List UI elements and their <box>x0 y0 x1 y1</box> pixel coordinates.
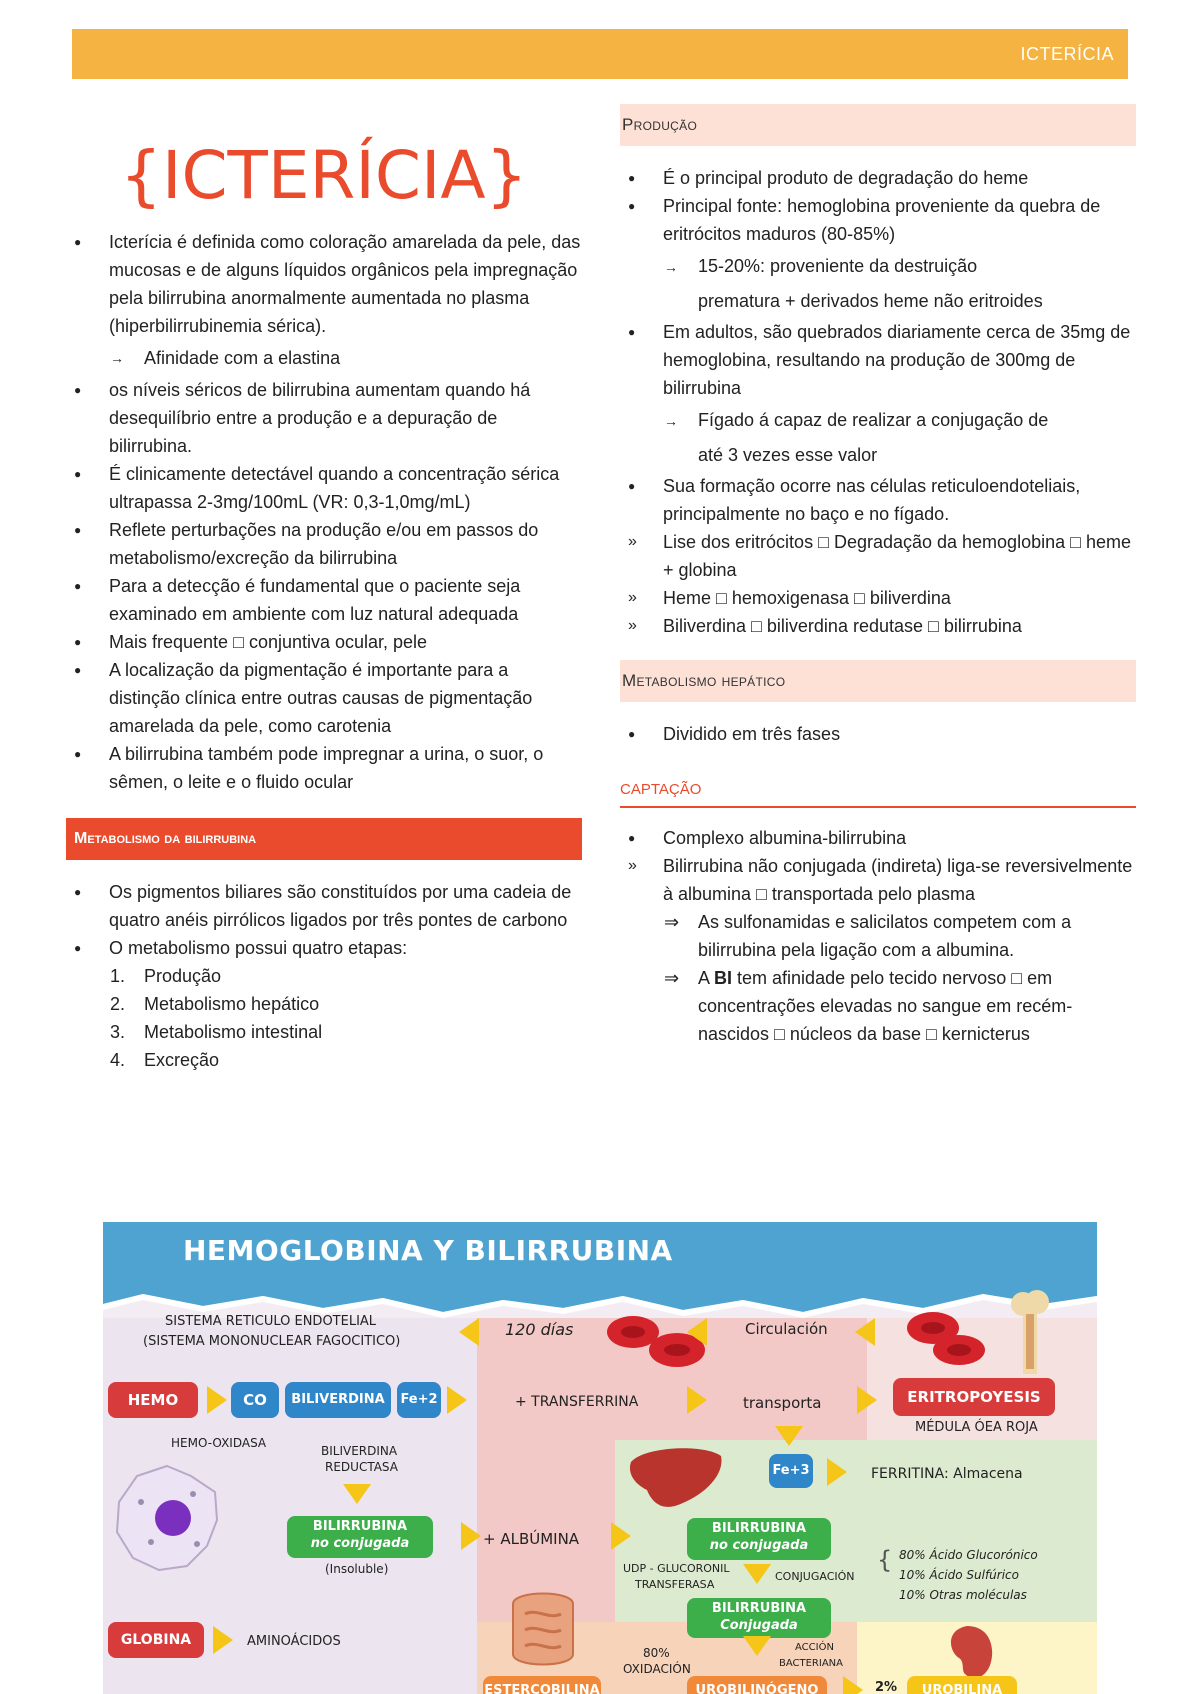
captacao-list <box>626 824 1136 1048</box>
header-label: ICTERÍCIA <box>1020 44 1114 64</box>
label-transporta: transporta <box>743 1394 822 1412</box>
label-sistema-mono: (SISTEMA MONONUCLEAR FAGOCITICO) <box>143 1334 401 1349</box>
hepatico-list <box>626 720 1136 748</box>
subheading-captacao: CAPTAÇÃO <box>620 776 1136 808</box>
list-item: ● Em adultos, são quebrados diariamente cerca de 35mg de hemoglobina, resultando na produção de 300mg de bilirrubina <box>626 318 1136 402</box>
arrow-right-icon <box>213 1626 233 1654</box>
macrophage-icon <box>111 1462 223 1574</box>
producao-list <box>626 164 1136 640</box>
list-item: ● Sua formação ocorre nas células reticuloendoteliais, principalmente no baço e no fígado. <box>626 472 1136 528</box>
pill-bilirrubina-conjugada: BILIRRUBINA Conjugada <box>687 1598 831 1638</box>
label-hemo-oxidasa: HEMO-OXIDASA <box>171 1436 267 1450</box>
label-circulacion: Circulación <box>745 1320 828 1338</box>
pill-fe2: Fe+2 <box>397 1382 441 1418</box>
step-item: 1. Produção <box>110 966 222 986</box>
label-biliverdina-reductasa-2: REDUCTASA <box>325 1460 398 1474</box>
red-blood-cells-icon <box>903 1304 993 1374</box>
list-item: ● Os pigmentos biliares são constituídos por uma cadeia de quatro anéis pirrólicos ligados por três pontes de carbono <box>72 878 582 934</box>
arrow-left-icon <box>855 1318 875 1346</box>
arrow-down-icon <box>343 1484 371 1504</box>
pill-globina: GLOBINA <box>108 1622 204 1658</box>
list-item: ● os níveis séricos de bilirrubina aumentam quando há desequilíbrio entre a produção e a depuração de bilirrubina. <box>72 376 582 460</box>
arrow-down-icon <box>743 1636 771 1656</box>
liver-icon <box>625 1444 725 1514</box>
arrow-left-icon <box>687 1318 707 1346</box>
list-item: ● O metabolismo possui quatro etapas: <box>72 934 582 962</box>
left-column <box>72 120 582 1074</box>
list-item: ● Complexo albumina-bilirrubina <box>626 824 1136 852</box>
arrow-down-icon <box>775 1426 803 1446</box>
list-item: ● A localização da pigmentação é importante para a distinção clínica entre outras causas de pigmentação amarelada da pele, como carotenia <box>72 656 582 740</box>
intro-list <box>72 228 582 796</box>
infographic-hemoglobina <box>103 1222 1097 1694</box>
pill-eritropoyesis: ERITROPOYESIS <box>893 1378 1055 1416</box>
label-sistema-reticulo: SISTEMA RETICULO ENDOTELIAL <box>165 1314 377 1329</box>
pill-urobilinogeno: UROBILINÓGENO <box>687 1676 827 1694</box>
label-oxidacion-pct: 80% <box>643 1646 670 1660</box>
list-item: ● Reflete perturbações na produção e/ou em passos do metabolismo/excreção da bilirrubina <box>72 516 582 572</box>
metab-list <box>72 878 582 962</box>
label-albumina: + ALBÚMINA <box>483 1530 580 1548</box>
list-item: nascidos □ núcleos da base □ kernicterus <box>698 1024 1030 1044</box>
arrow-down-icon <box>743 1564 771 1584</box>
pill-bilirrubina-no-conjugada-higado: BILIRRUBINA no conjugada <box>687 1518 831 1560</box>
arrow-right-icon <box>827 1458 847 1486</box>
right-column <box>620 104 1136 1048</box>
list-item: » Bilirrubina não conjugada (indireta) liga-se reversivelmente à albumina □ transportada pelo plasma <box>626 852 1136 908</box>
list-item: → Fígado á capaz de realizar a conjugação de <box>626 404 1136 437</box>
pill-co: CO <box>231 1382 279 1418</box>
list-item: ● Para a detecção é fundamental que o paciente seja examinado em ambiente com luz natural adequada <box>72 572 582 628</box>
label-oxidacion: OXIDACIÓN <box>623 1662 691 1676</box>
label-biliverdina-reductasa: BILIVERDINA <box>321 1444 398 1458</box>
list-item: ● A bilirrubina também pode impregnar a urina, o suor, o sêmen, o leite e o fluido ocular <box>72 740 582 796</box>
pill-estercobilina: ESTERCOBILINA <box>483 1676 601 1694</box>
pill-fe3: Fe+3 <box>769 1454 813 1488</box>
arrow-right-icon <box>447 1386 467 1414</box>
label-accion: ACCIÓN <box>795 1642 834 1653</box>
arrow-right-icon <box>461 1522 481 1550</box>
brace-decoration: { <box>877 1546 893 1574</box>
steps-list <box>72 962 582 1074</box>
label-transferrina: + TRANSFERRINA <box>515 1394 639 1410</box>
label-udp: UDP - GLUCORONIL <box>623 1562 730 1575</box>
step-item: 3. Metabolismo intestinal <box>110 1022 323 1042</box>
label-120-dias: 120 días <box>505 1320 574 1339</box>
step-item: 2. Metabolismo hepático <box>110 994 320 1014</box>
header-bar <box>72 29 1128 79</box>
section-heading-producao: Produção <box>620 104 1136 146</box>
label-conjugacion: CONJUGACIÓN <box>775 1570 855 1583</box>
arrow-right-icon <box>843 1676 863 1694</box>
bone-icon <box>1003 1284 1057 1384</box>
label-aminoacidos: AMINOÁCIDOS <box>247 1634 341 1649</box>
list-item: prematura + derivados heme não eritroides <box>698 291 1043 311</box>
section-heading-metabolismo: Metabolismo da bilirrubina <box>66 818 582 860</box>
label-pct-sulfurico: 10% Ácido Sulfúrico <box>899 1568 1019 1582</box>
arrow-right-icon <box>857 1386 877 1414</box>
infographic-title: HEMOGLOBINA Y BILIRRUBINA <box>183 1234 673 1267</box>
pill-hemo: HEMO <box>108 1382 198 1418</box>
intestine-icon <box>503 1584 583 1674</box>
list-item: ● Dividido em três fases <box>626 720 1136 748</box>
arrow-right-icon <box>207 1386 227 1414</box>
list-item: ● Icterícia é definida como coloração amarelada da pele, das mucosas e de alguns líquidos orgânicos pela impregnação pela bilirrubina anormalmente aumentada no plasma (hiperbilirrubinemia sérica). <box>72 228 582 340</box>
list-item: ⇒ As sulfonamidas e salicilatos competem com a bilirrubina pela ligação com a albumina. <box>626 908 1136 964</box>
step-item: 4. Excreção <box>110 1050 220 1070</box>
page-title: {ICTERÍCIA} <box>120 137 528 214</box>
list-item: ● É clinicamente detectável quando a concentração sérica ultrapassa 2-3mg/100mL (VR: 0,3-1,0mg/mL) <box>72 460 582 516</box>
list-item: ● Principal fonte: hemoglobina proveniente da quebra de eritrócitos maduros (80-85%) <box>626 192 1136 248</box>
pill-bilirrubina-no-conjugada: BILIRRUBINA no conjugada <box>287 1516 433 1558</box>
arrow-right-icon <box>687 1386 707 1414</box>
list-item: ⇒ A BI tem afinidade pelo tecido nervoso □ em concentrações elevadas no sangue em recém- <box>626 964 1136 1020</box>
label-bacteriana: BACTERIANA <box>779 1658 843 1669</box>
list-item: » Lise dos eritrócitos □ Degradação da hemoglobina □ heme + globina <box>626 528 1136 584</box>
label-pct-glucoronico: 80% Ácido Glucorónico <box>899 1548 1038 1562</box>
label-ferritina: FERRITINA: Almacena <box>871 1466 1023 1482</box>
pill-biliverdina: BILIVERDINA <box>285 1382 391 1418</box>
list-item: » Biliverdina □ biliverdina redutase □ bilirrubina <box>626 612 1136 640</box>
label-medula: MÉDULA ÓEA ROJA <box>915 1420 1038 1435</box>
list-item: até 3 vezes esse valor <box>698 445 878 465</box>
list-item: → Afinidade com a elastina <box>72 344 582 372</box>
arrow-left-icon <box>459 1318 479 1346</box>
arrow-right-icon <box>611 1522 631 1550</box>
list-item: » Heme □ hemoxigenasa □ biliverdina <box>626 584 1136 612</box>
label-dos-pct: 2% <box>875 1680 898 1694</box>
list-item: → 15-20%: proveniente da destruição <box>626 250 1136 283</box>
list-item: ● Mais frequente □ conjuntiva ocular, pele <box>72 628 582 656</box>
label-transferasa: TRANSFERASA <box>635 1578 715 1591</box>
pill-urobilina: UROBILINA <box>907 1676 1017 1694</box>
list-item: ● É o principal produto de degradação do heme <box>626 164 1136 192</box>
label-pct-otras: 10% Otras moléculas <box>899 1588 1027 1602</box>
label-insoluble: (Insoluble) <box>325 1562 389 1576</box>
section-heading-hepatico: Metabolismo hepático <box>620 660 1136 702</box>
